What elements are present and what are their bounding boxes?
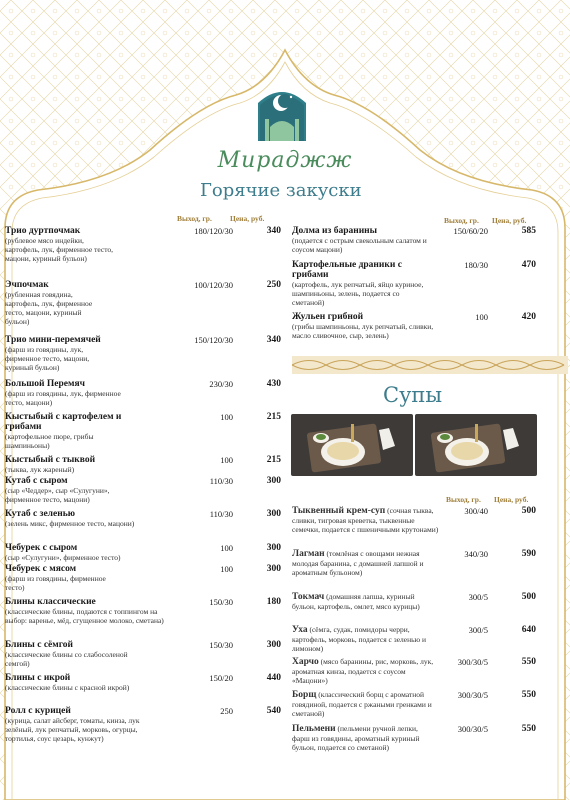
item-price: 550 — [521, 690, 536, 700]
item-price: 300 — [266, 640, 281, 650]
item-name: Кыстыбый с тыквой — [5, 455, 96, 465]
item-name-and-description — [292, 506, 442, 534]
menu-item — [292, 592, 542, 611]
item-name: Блины классические — [5, 597, 96, 607]
item-output: 100 — [220, 564, 233, 574]
ornamental-divider — [292, 356, 568, 374]
item-price: 640 — [521, 625, 536, 635]
menu-item — [5, 564, 281, 592]
menu-item — [292, 506, 542, 534]
item-name-and-description — [292, 549, 440, 577]
item-name: Харчо — [292, 657, 319, 667]
menu-item — [292, 312, 542, 340]
item-name: Блины с икрой — [5, 673, 71, 683]
menu-item — [5, 543, 281, 562]
item-name-and-description — [292, 724, 434, 752]
item-output: 150/20 — [209, 673, 233, 683]
item-description: (фарш из говядины, лук, фирменное тесто, мацони) — [5, 389, 121, 407]
item-name: Трио мини-перемячей — [5, 335, 101, 345]
menu-item — [5, 226, 281, 263]
item-price: 550 — [521, 724, 536, 734]
soup-photo — [291, 414, 413, 476]
item-description: (пельмени ручной лепки, фарш из говядины, ароматный куриный бульон, подается со сметаной) — [292, 724, 420, 752]
item-output: 230/30 — [209, 379, 233, 389]
item-output: 100 — [475, 312, 488, 322]
item-output: 150/120/30 — [194, 335, 233, 345]
column-header-price: Цена, руб. — [494, 495, 529, 504]
item-name: Лагман — [292, 549, 325, 559]
item-output: 250 — [220, 706, 233, 716]
item-name: Долма из баранины — [292, 226, 378, 236]
item-price: 300 — [266, 564, 281, 574]
menu-item — [292, 724, 542, 752]
item-output: 180/120/30 — [194, 226, 233, 236]
item-output: 110/30 — [209, 509, 233, 519]
item-name: Тыквенный крем-суп — [292, 506, 386, 516]
item-description: (сыр «Сулугуни», фирменное тесто) — [5, 553, 121, 562]
menu-item — [5, 455, 281, 474]
menu-item — [292, 226, 542, 254]
item-description: (тыква, лук жареный) — [5, 465, 75, 474]
item-output: 150/30 — [209, 640, 233, 650]
menu-item — [5, 706, 281, 743]
item-price: 540 — [266, 706, 281, 716]
item-name: Эчпочмак — [5, 280, 49, 290]
item-description: (мясо баранины, рис, морковь, лук, ароматная кинза, подается с соусом «Мацони») — [292, 657, 434, 685]
item-output: 300/30/5 — [457, 690, 488, 700]
item-output: 300/5 — [468, 625, 488, 635]
item-price: 470 — [521, 260, 536, 270]
item-description: (фарш из говядины, фирменное тесто) — [5, 574, 106, 592]
item-output: 110/30 — [209, 476, 233, 486]
item-description: (курица, салат айсберг, томаты, кинза, лук зелёный, лук репчатый, морковь, огурцы, тортилья, соус цезарь, кунжут) — [5, 716, 140, 743]
item-name: Трио дуртпочмак — [5, 226, 81, 236]
item-description: (классический борщ с ароматной говядиной, подается с ржаными гренками и сметаной) — [292, 690, 432, 718]
item-description: (сёмга, судак, помидоры черри, картофель, морковь, подается с зеленью и лимоном) — [292, 625, 427, 653]
menu-item — [292, 657, 542, 685]
item-price: 215 — [266, 412, 281, 422]
item-description: (домашняя лапша, куриный бульон, картофель, омлет, мясо курицы) — [292, 592, 420, 611]
item-output: 180/30 — [464, 260, 488, 270]
item-output: 100/120/30 — [194, 280, 233, 290]
item-price: 585 — [521, 226, 536, 236]
item-name: Борщ — [292, 690, 317, 700]
item-output: 100 — [220, 455, 233, 465]
menu-item — [5, 476, 281, 504]
item-name-and-description — [292, 690, 442, 718]
item-name: Блины с сёмгой — [5, 640, 74, 650]
item-name-and-description — [292, 657, 440, 685]
menu-item — [5, 640, 281, 668]
item-description: (картофельное пюре, грибы шампиньоны) — [5, 432, 94, 450]
column-header-output: Выход, гр. — [444, 216, 479, 225]
item-name: Ролл с курицей — [5, 706, 71, 716]
menu-item — [5, 673, 281, 692]
item-price: 430 — [266, 379, 281, 389]
item-description: (грибы шампиньоны, лук репчатый, сливки, масло сливочное, сыр, зелень) — [292, 322, 434, 340]
item-name: Кыстыбый с картофелем и грибами — [5, 412, 122, 432]
menu-item — [5, 280, 281, 326]
item-price: 300 — [266, 509, 281, 519]
item-description: (рублевое мясо индейки, картофель, лук, фирменное тесто, мацони, куриный бульон) — [5, 236, 114, 263]
item-description: (фарш из говядины, лук, фирменное тесто, мацони, куриный бульон) — [5, 345, 90, 372]
column-header-output: Выход, гр. — [177, 214, 212, 223]
item-name: Большой Перемяч — [5, 379, 85, 389]
section-title-hot-snacks: Горячие закуски — [200, 180, 362, 201]
item-name: Картофельные драники с грибами — [292, 260, 402, 280]
item-name: Токмач — [292, 592, 325, 602]
item-name-and-description — [292, 625, 432, 653]
menu-item — [292, 690, 542, 718]
menu-item — [5, 379, 281, 407]
item-price: 500 — [521, 506, 536, 516]
item-price: 440 — [266, 673, 281, 683]
section-title-soups: Супы — [383, 383, 443, 407]
item-description: (сыр «Чеддер», сыр «Сулугуни», фирменное тесто, мацони) — [5, 486, 110, 504]
brand-name: Мираджж — [217, 148, 353, 173]
menu-item — [5, 597, 281, 625]
menu-item — [5, 335, 281, 372]
item-output: 100 — [220, 543, 233, 553]
item-name: Чебурек с сыром — [5, 543, 78, 553]
item-price: 300 — [266, 543, 281, 553]
item-name: Чебурек с мясом — [5, 564, 77, 574]
item-description: (классические блины со слабосоленой семгой) — [5, 650, 128, 668]
column-header-price: Цена, руб. — [230, 214, 265, 223]
item-price: 215 — [266, 455, 281, 465]
item-output: 150/60/20 — [453, 226, 488, 236]
item-description: (классические блины с красной икрой) — [5, 683, 130, 692]
item-price: 590 — [521, 549, 536, 559]
menu-item — [292, 549, 542, 577]
item-output: 300/30/5 — [457, 657, 488, 667]
item-price: 550 — [521, 657, 536, 667]
item-output: 340/30 — [464, 549, 488, 559]
item-name: Кутаб с сыром — [5, 476, 68, 486]
item-description: (подается с острым свекольным салатом и соусом мацони) — [292, 236, 427, 254]
item-description: (картофель, лук репчатый, яйцо куриное, шампиньоны, зелень, подается со сметаной) — [292, 280, 424, 307]
soup-photo — [415, 414, 537, 476]
menu-item — [292, 260, 542, 307]
menu-item — [5, 509, 281, 528]
item-price: 420 — [521, 312, 536, 322]
item-price: 340 — [266, 335, 281, 345]
column-header-output: Выход, гр. — [446, 495, 481, 504]
item-description: (зелень микс, фирменное тесто, мацони) — [5, 519, 135, 528]
item-description: (сочная тыква, сливки, тигровая креветка, тыквенные семечки, подается с пшеничными крутонами) — [292, 506, 439, 534]
item-name: Кутаб с зеленью — [5, 509, 75, 519]
item-output: 300/40 — [464, 506, 488, 516]
item-price: 500 — [521, 592, 536, 602]
item-price: 300 — [266, 476, 281, 486]
item-price: 250 — [266, 280, 281, 290]
item-output: 100 — [220, 412, 233, 422]
column-header-price: Цена, руб. — [492, 216, 527, 225]
item-price: 340 — [266, 226, 281, 236]
item-name: Пельмени — [292, 724, 336, 734]
item-description: (классические блины, подаются с топпингом на выбор: варенье, мёд, сгущенное молоко, сметана) — [5, 607, 164, 625]
item-name-and-description — [292, 592, 437, 611]
menu-item — [5, 412, 281, 450]
item-description: (рубленная говядина, картофель, лук, фирменное тесто, мацони, куриный бульон) — [5, 290, 93, 326]
item-name: Жульен грибной — [292, 312, 364, 322]
item-output: 150/30 — [209, 597, 233, 607]
item-name: Уха — [292, 625, 308, 635]
item-output: 300/5 — [468, 592, 488, 602]
menu-item — [292, 625, 542, 653]
item-output: 300/30/5 — [457, 724, 488, 734]
item-description: (томлёная с овощами нежная молодая баранина, с домашней лапшой и ароматным бульоном) — [292, 549, 424, 577]
item-price: 180 — [266, 597, 281, 607]
